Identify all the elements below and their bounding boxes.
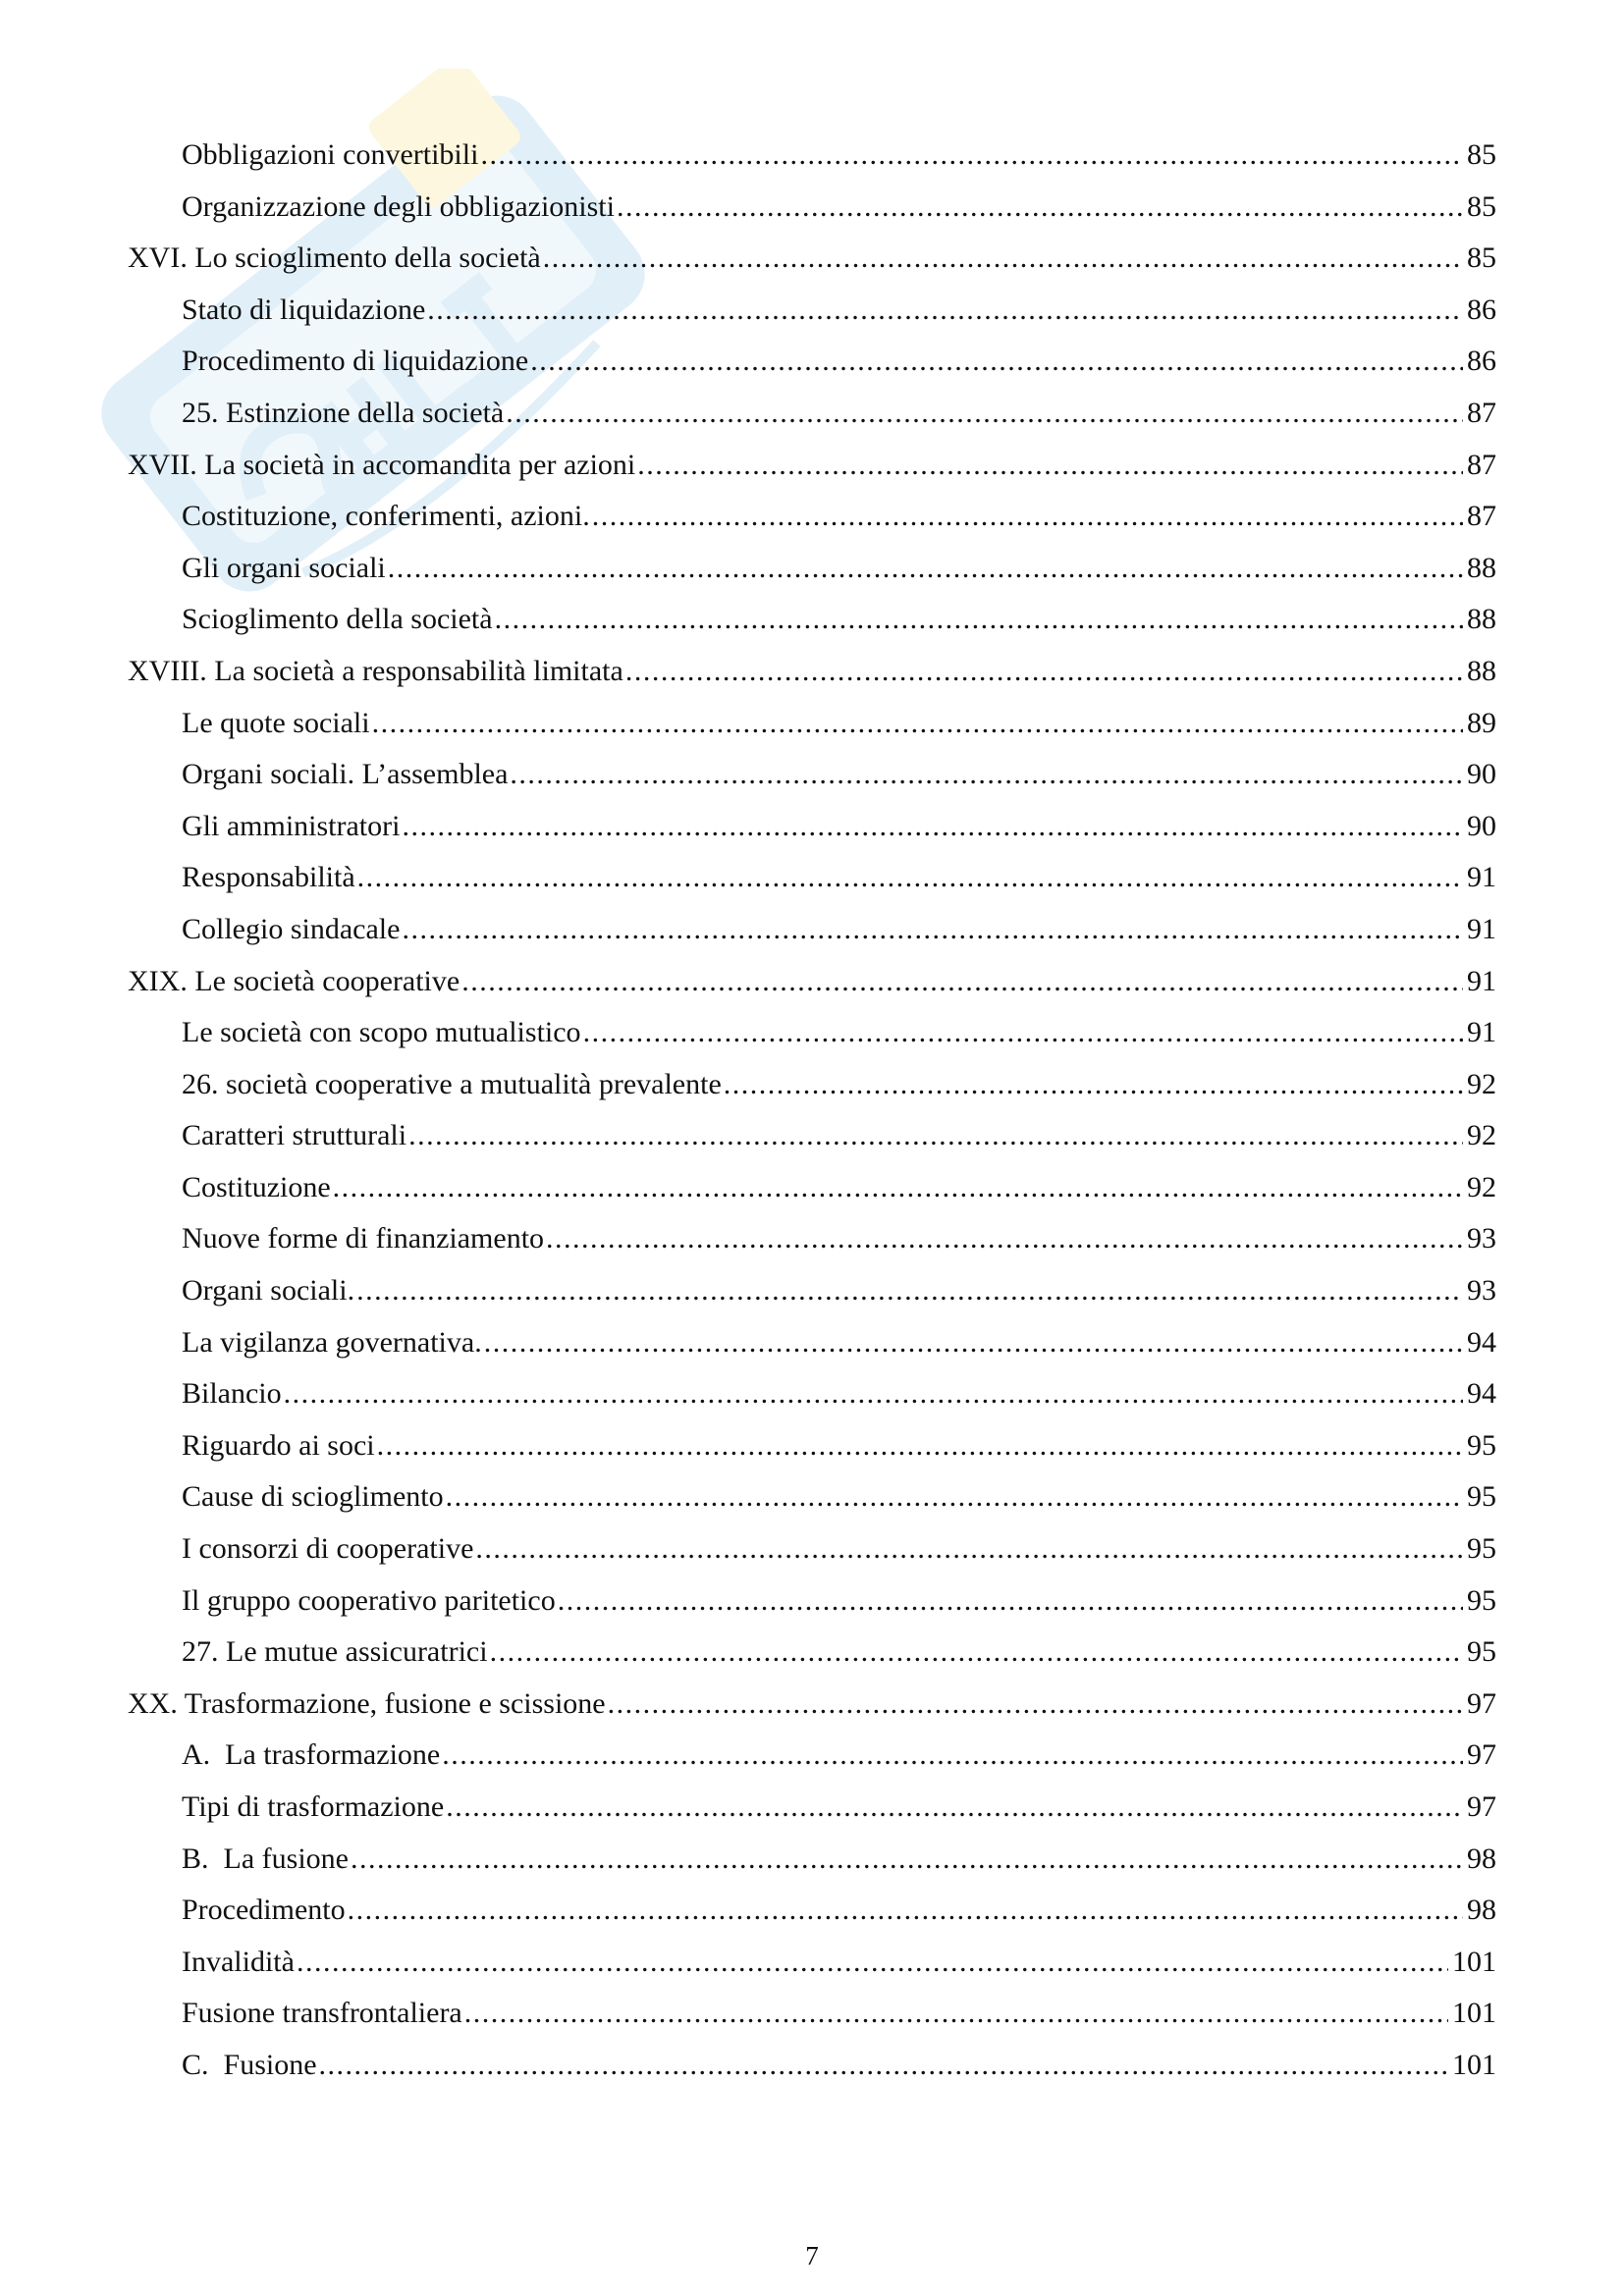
toc-entry[interactable] [0, 698, 1624, 750]
toc-entry[interactable] [0, 285, 1624, 337]
toc-dot-leader [402, 801, 1463, 853]
toc-entry[interactable] [0, 491, 1624, 543]
toc-dot-leader [408, 1110, 1463, 1162]
toc-entry-title: Fusione transfrontaliera [182, 1997, 462, 2030]
toc-entry-title: XVIII. La società a responsabilità limitata [128, 654, 623, 687]
toc-entry[interactable] [0, 1213, 1624, 1265]
toc-dot-leader [427, 285, 1463, 337]
toc-dot-leader [484, 1317, 1463, 1369]
toc-entry-page: 94 [1467, 1325, 1496, 1359]
toc-entry[interactable] [0, 1059, 1624, 1111]
toc-entry-title: Tipi di trasformazione [182, 1790, 445, 1823]
toc-entry-title: Le società con scopo mutualistico [182, 1016, 581, 1049]
toc-dot-leader [377, 1420, 1463, 1472]
toc-entry-title: Bilancio [182, 1377, 282, 1411]
page-number: 7 [805, 2241, 819, 2270]
toc-entry[interactable] [0, 336, 1624, 388]
toc-dot-leader [543, 233, 1463, 285]
toc-dot-leader [446, 1782, 1463, 1834]
toc-entry-title: XX. Trasformazione, fusione e scissione [128, 1686, 606, 1720]
toc-dot-leader [464, 1988, 1448, 2040]
toc-entry-title: Procedimento di liquidazione [182, 345, 529, 378]
toc-entry[interactable] [0, 2040, 1624, 2092]
toc-dot-leader [558, 1575, 1463, 1628]
toc-entry-page: 91 [1467, 964, 1496, 997]
toc-entry-title: Nuove forme di finanziamento [182, 1222, 545, 1255]
toc-entry-page: 87 [1467, 396, 1496, 429]
toc-entry-title: Cause di scioglimento [182, 1480, 444, 1514]
toc-entry-page: 94 [1467, 1377, 1496, 1411]
toc-entry-page: 88 [1467, 654, 1496, 687]
toc-dot-leader [348, 1885, 1463, 1937]
toc-entry-page: 86 [1467, 293, 1496, 326]
toc-entry-page: 91 [1467, 912, 1496, 945]
toc-entry-page: 93 [1467, 1222, 1496, 1255]
toc-entry-page: 92 [1467, 1170, 1496, 1203]
toc-dot-leader [617, 182, 1463, 234]
toc-entry-page: 90 [1467, 758, 1496, 791]
toc-entry-page: 95 [1467, 1583, 1496, 1617]
toc-entry-page: 98 [1467, 1894, 1496, 1927]
toc-entry-page: 101 [1452, 1997, 1496, 2030]
toc-dot-leader [608, 1679, 1463, 1731]
toc-entry[interactable] [0, 904, 1624, 956]
toc-entry[interactable] [0, 956, 1624, 1008]
toc-entry-page: 98 [1467, 1842, 1496, 1875]
toc-entry-title: B. La fusione [182, 1842, 349, 1875]
toc-dot-leader [297, 1937, 1448, 1989]
toc-entry[interactable] [0, 388, 1624, 440]
toc-entry-title: Organizzazione degli obbligazionisti [182, 189, 615, 223]
toc-entry-title: XVII. La società in accomandita per azioni [128, 448, 636, 481]
toc-dot-leader [442, 1730, 1463, 1782]
toc-dot-leader [446, 1471, 1463, 1523]
toc-entry-page: 92 [1467, 1119, 1496, 1152]
toc-entry-title: XIX. Le società cooperative [128, 964, 460, 997]
toc-entry-title: Invalidità [182, 1945, 295, 1978]
toc-entry-title: I consorzi di cooperative [182, 1532, 474, 1566]
toc-entry-page: 91 [1467, 1016, 1496, 1049]
toc-entry[interactable] [0, 852, 1624, 904]
toc-dot-leader [372, 698, 1463, 750]
toc-dot-leader [388, 543, 1463, 595]
toc-entry[interactable] [0, 1937, 1624, 1989]
toc-entry-page: 88 [1467, 551, 1496, 584]
toc-entry[interactable] [0, 646, 1624, 698]
toc-entry-title: Organi sociali. [182, 1274, 355, 1308]
toc-entry[interactable] [0, 130, 1624, 182]
toc-entry[interactable] [0, 543, 1624, 595]
toc-entry-page: 90 [1467, 809, 1496, 842]
toc-entry-title: Obbligazioni convertibili [182, 138, 479, 171]
toc-dot-leader [625, 646, 1463, 698]
toc-entry-title: 25. Estinzione della società [182, 396, 505, 429]
toc-entry-title: Responsabilità [182, 861, 355, 894]
toc-entry-title: La vigilanza governativa. [182, 1325, 482, 1359]
toc-entry[interactable] [0, 182, 1624, 234]
toc-dot-leader [461, 956, 1463, 1008]
toc-entry[interactable] [0, 440, 1624, 492]
toc-dot-leader [284, 1368, 1463, 1420]
toc-entry[interactable] [0, 1523, 1624, 1575]
toc-entry[interactable] [0, 233, 1624, 285]
table-of-contents [0, 130, 1624, 2092]
toc-entry-title: Il gruppo cooperativo paritetico [182, 1583, 556, 1617]
toc-entry-page: 87 [1467, 448, 1496, 481]
toc-dot-leader [351, 1834, 1463, 1886]
toc-entry-title: Procedimento [182, 1894, 346, 1927]
toc-entry-page: 95 [1467, 1480, 1496, 1514]
toc-entry[interactable] [0, 1317, 1624, 1369]
toc-dot-leader [637, 440, 1463, 492]
toc-dot-leader [319, 2040, 1448, 2092]
toc-entry-page: 95 [1467, 1428, 1496, 1462]
toc-entry[interactable] [0, 1885, 1624, 1937]
toc-entry-title: Organi sociali. L’assemblea [182, 758, 509, 791]
toc-dot-leader [357, 852, 1463, 904]
toc-entry-page: 101 [1452, 1945, 1496, 1978]
toc-entry-title: Gli amministratori [182, 809, 401, 842]
toc-entry[interactable] [0, 801, 1624, 853]
toc-entry-page: 86 [1467, 345, 1496, 378]
toc-entry[interactable] [0, 1007, 1624, 1059]
toc-entry[interactable] [0, 1782, 1624, 1834]
toc-entry-page: 101 [1452, 2048, 1496, 2081]
toc-entry-page: 97 [1467, 1738, 1496, 1772]
toc-dot-leader [495, 594, 1463, 646]
toc-entry-title: Le quote sociali [182, 706, 370, 739]
toc-entry[interactable] [0, 1627, 1624, 1679]
toc-entry-title: Collegio sindacale [182, 912, 401, 945]
toc-entry-page: 97 [1467, 1686, 1496, 1720]
toc-entry-title: Scioglimento della società [182, 603, 493, 636]
toc-entry[interactable] [0, 1575, 1624, 1628]
toc-dot-leader [583, 1007, 1463, 1059]
toc-entry[interactable] [0, 749, 1624, 801]
toc-entry[interactable] [0, 1471, 1624, 1523]
toc-dot-leader [480, 130, 1463, 182]
toc-entry-title: XVI. Lo scioglimento della società [128, 241, 541, 275]
toc-entry-title: 26. società cooperative a mutualità prevalente [182, 1067, 722, 1100]
toc-entry-page: 85 [1467, 189, 1496, 223]
toc-dot-leader [402, 904, 1463, 956]
toc-entry-page: 85 [1467, 138, 1496, 171]
toc-entry[interactable] [0, 1730, 1624, 1782]
toc-dot-leader [506, 388, 1463, 440]
toc-dot-leader [724, 1059, 1463, 1111]
toc-entry[interactable] [0, 1420, 1624, 1472]
toc-entry-title: Gli organi sociali [182, 551, 386, 584]
toc-entry-page: 97 [1467, 1790, 1496, 1823]
toc-entry-page: 95 [1467, 1635, 1496, 1669]
toc-entry[interactable] [0, 1368, 1624, 1420]
toc-dot-leader [356, 1265, 1463, 1317]
toc-entry-page: 88 [1467, 603, 1496, 636]
toc-entry[interactable] [0, 1679, 1624, 1731]
toc-entry-title: Costituzione [182, 1170, 331, 1203]
toc-dot-leader [510, 749, 1463, 801]
toc-dot-leader [592, 491, 1463, 543]
toc-entry[interactable] [0, 1265, 1624, 1317]
toc-entry-page: 91 [1467, 861, 1496, 894]
toc-entry-page: 89 [1467, 706, 1496, 739]
toc-entry[interactable] [0, 1988, 1624, 2040]
toc-dot-leader [333, 1162, 1463, 1214]
toc-entry-title: Riguardo ai soci [182, 1428, 375, 1462]
toc-entry-page: 95 [1467, 1532, 1496, 1566]
toc-entry-title: Caratteri strutturali [182, 1119, 407, 1152]
toc-dot-leader [475, 1523, 1463, 1575]
toc-entry-page: 93 [1467, 1274, 1496, 1308]
toc-entry-page: 92 [1467, 1067, 1496, 1100]
toc-entry-title: Costituzione, conferimenti, azioni. [182, 500, 590, 533]
toc-entry[interactable] [0, 1162, 1624, 1214]
toc-entry-title: Stato di liquidazione [182, 293, 426, 326]
toc-entry[interactable] [0, 1110, 1624, 1162]
toc-entry-page: 87 [1467, 500, 1496, 533]
toc-entry-title: A. La trasformazione [182, 1738, 441, 1772]
toc-entry[interactable] [0, 1834, 1624, 1886]
toc-entry-title: C. Fusione [182, 2048, 317, 2081]
toc-entry-page: 85 [1467, 241, 1496, 275]
toc-entry-title: 27. Le mutue assicuratrici [182, 1635, 488, 1669]
toc-entry[interactable] [0, 594, 1624, 646]
toc-dot-leader [546, 1213, 1463, 1265]
toc-dot-leader [490, 1627, 1463, 1679]
toc-dot-leader [530, 336, 1463, 388]
